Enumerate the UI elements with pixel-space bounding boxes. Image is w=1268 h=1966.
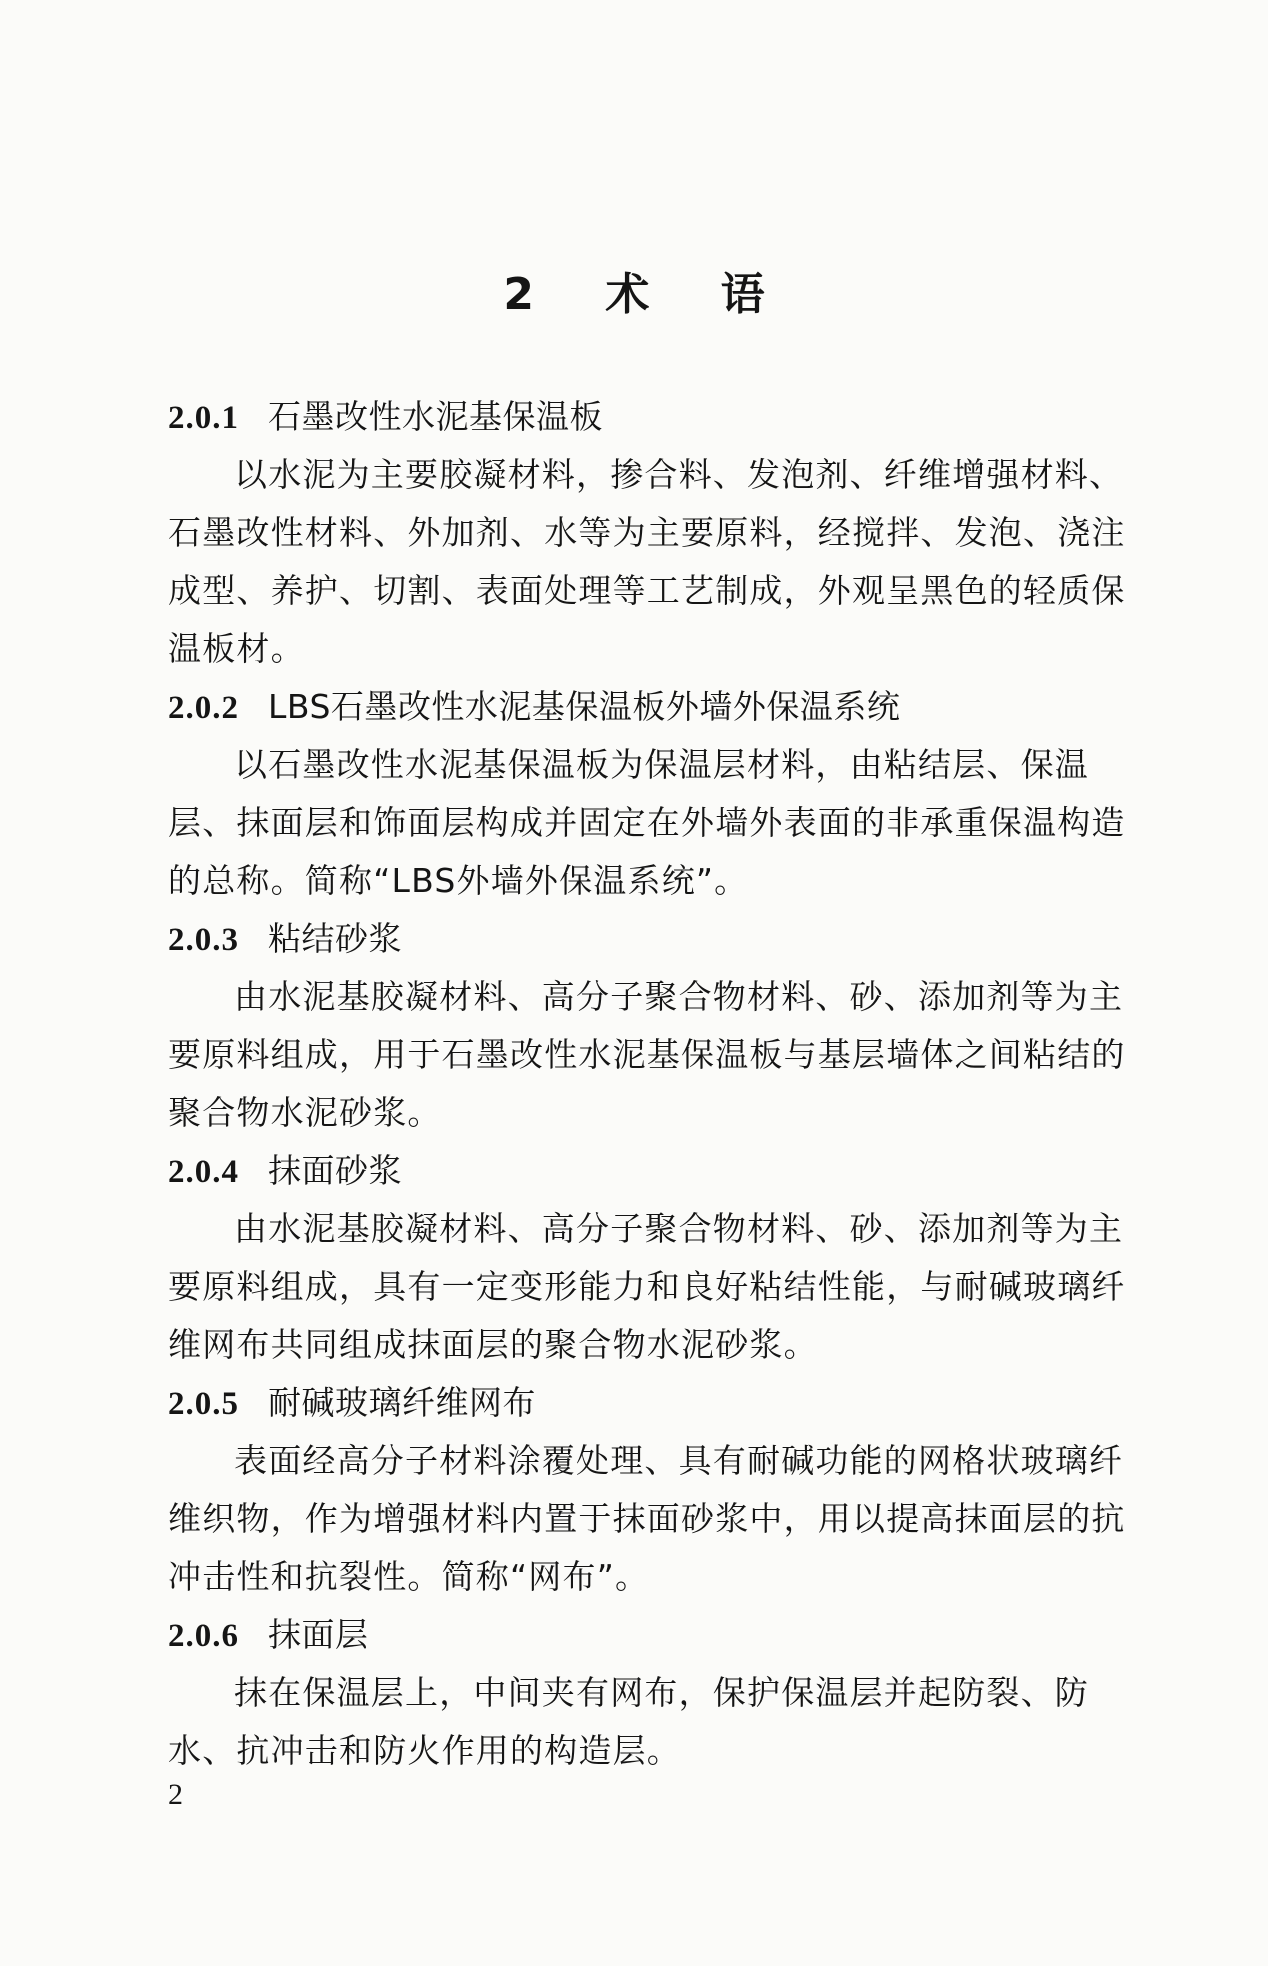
paragraph-line: 要原料组成，用于石墨改性水泥基保温板与基层墙体之间粘结的 [168,1035,1126,1074]
paragraph-line: 由水泥基胶凝材料、高分子聚合物材料、砂、添加剂等为主 [234,977,1124,1016]
paragraph-line: 温板材。 [168,629,305,668]
paragraph-line: 石墨改性材料、外加剂、水等为主要原料，经搅拌、发泡、浇注 [168,513,1126,552]
paragraph-line: 维织物，作为增强材料内置于抹面砂浆中，用以提高抹面层的抗 [168,1499,1126,1538]
paragraph-line: 的总称。简称“LBS外墙外保温系统”。 [168,861,749,900]
chapter-title [0,258,1268,322]
chapter-title-char-1: 术 [605,269,650,320]
terms-content [168,388,1158,1780]
paragraph-line: 冲击性和抗裂性。简称“网布”。 [168,1557,650,1596]
section-number: 2.0.4 [168,1154,239,1190]
section-heading [168,1142,1158,1200]
paragraph-line: 表面经高分子材料涂覆处理、具有耐碱功能的网格状玻璃纤 [234,1441,1124,1480]
section-number: 2.0.6 [168,1618,239,1654]
paragraph-line: 以石墨改性水泥基保温板为保温层材料，由粘结层、保温 [234,745,1089,784]
section-term: 抹面层 [268,1615,369,1654]
section-term: 耐碱玻璃纤维网布 [268,1383,536,1422]
paragraph-line: 由水泥基胶凝材料、高分子聚合物材料、砂、添加剂等为主 [234,1209,1124,1248]
page-number: 2 [168,1778,183,1811]
section-heading [168,388,1158,446]
chapter-title-char-2: 语 [720,269,765,320]
paragraph-line: 以水泥为主要胶凝材料，掺合料、发泡剂、纤维增强材料、 [234,455,1124,494]
paragraph-line: 聚合物水泥砂浆。 [168,1093,442,1132]
paragraph-line: 层、抹面层和饰面层构成并固定在外墙外表面的非承重保温构造 [168,803,1126,842]
section-number: 2.0.2 [168,690,239,726]
paragraph-line: 维网布共同组成抹面层的聚合物水泥砂浆。 [168,1325,818,1364]
section-term: 抹面砂浆 [268,1151,402,1190]
section-number: 2.0.1 [168,400,239,436]
section-number: 2.0.3 [168,922,239,958]
paragraph-line: 水、抗冲击和防火作用的构造层。 [168,1731,681,1770]
paragraph-line: 抹在保温层上，中间夹有网布，保护保温层并起防裂、防 [234,1673,1089,1712]
chapter-number: 2 [503,269,534,320]
section-heading [168,678,1158,736]
section-heading [168,1606,1158,1664]
section-heading [168,1374,1158,1432]
section-term: 石墨改性水泥基保温板 [268,397,603,436]
section-term: LBS石墨改性水泥基保温板外墙外保温系统 [268,687,901,726]
section-heading [168,910,1158,968]
paragraph-line: 要原料组成，具有一定变形能力和良好粘结性能，与耐碱玻璃纤 [168,1267,1126,1306]
paragraph-line: 成型、养护、切割、表面处理等工艺制成，外观呈黑色的轻质保 [168,571,1126,610]
section-number: 2.0.5 [168,1386,239,1422]
section-term: 粘结砂浆 [268,919,402,958]
